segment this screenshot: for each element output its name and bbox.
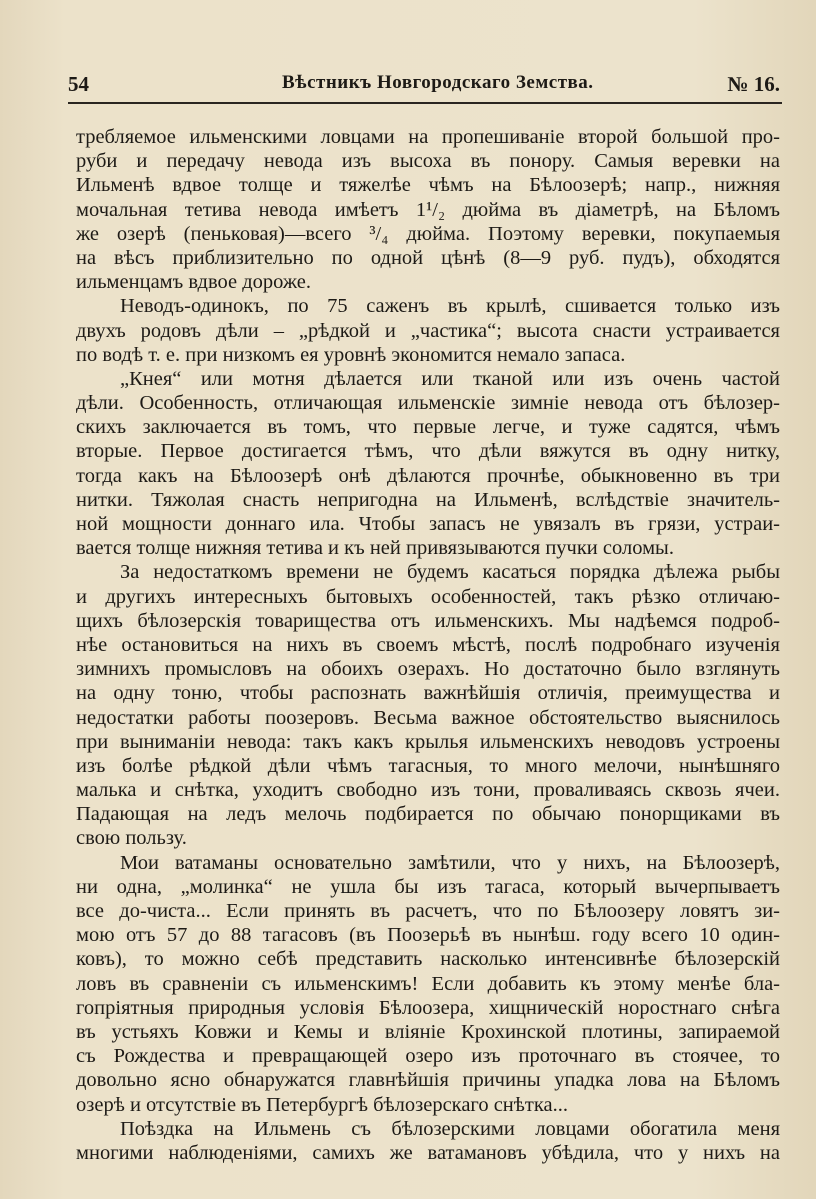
text-line: Неводъ-одинокъ, по 75 саженъ въ крылѣ, сшивается только изъ xyxy=(120,295,780,318)
text-line: по водѣ т. е. при низкомъ ея уровнѣ экономится немало запаса. xyxy=(76,343,626,366)
issue-number: № 16. xyxy=(727,72,780,96)
text-line: тогда какъ на Бѣлоозерѣ онѣ дѣлаются прочнѣе, обыкновенно въ три xyxy=(76,464,780,487)
text-line: ной мощности доннаго ила. Чтобы запасъ не увязалъ въ грязи, устраи- xyxy=(76,513,780,535)
text-line: вается толще нижняя тетива и къ ней привязываются пучки соломы. xyxy=(76,537,674,560)
text-line: За недостаткомъ времени не будемъ касаться порядка дѣлежа рыбы xyxy=(120,561,780,584)
text-line: мочальная тетива невода имѣетъ 1¹/₂ дюйма въ діаметрѣ, на Бѣломъ xyxy=(76,198,780,221)
text-line: нѣе остановиться на нихъ въ своемъ мѣстѣ, послѣ подробнаго изученія xyxy=(76,633,780,656)
text-line: „Кнея“ или мотня дѣлается или тканой или изъ очень частой xyxy=(120,367,780,390)
text-line: дѣли. Особенность, отличающая ильменскіе зимніе невода отъ бѣлозер- xyxy=(76,392,780,415)
text-line: довольно ясно обнаружатся главнѣйшія причины упадка лова на Бѣломъ xyxy=(76,1069,780,1092)
text-line: озерѣ и отсутствіе въ Петербургѣ бѣлозерскаго снѣтка... xyxy=(76,1093,568,1116)
running-header xyxy=(68,72,780,102)
text-line: зимнихъ промысловъ на обоихъ озерахъ. Но достаточно было взглянуть xyxy=(76,658,780,681)
text-line: мою отъ 57 до 88 тагасовъ (въ Поозерьѣ въ нынѣш. году всего 10 один- xyxy=(76,924,780,947)
text-line: вторые. Первое достигается тѣмъ, что дѣли вяжутся въ одну нитку, xyxy=(76,440,780,463)
text-line: ловъ въ сравненіи съ ильменскимъ! Если добавить къ этому менѣе бла- xyxy=(76,972,780,995)
text-line: требляемое ильменскими ловцами на пропешиваніе второй большой про- xyxy=(76,126,780,148)
text-line: ильменцамъ вдвое дороже. xyxy=(76,271,312,294)
text-line: при вынимaніи невода: такъ какъ крылья ильменскихъ неводовъ устроены xyxy=(76,730,780,753)
text-line: свою пользу. xyxy=(76,827,187,850)
text-line: щихъ бѣлозерскія товарищества отъ ильменскихъ. Мы надѣемся подроб- xyxy=(76,609,780,632)
text-line: ковъ), то можно себѣ представить насколько интенсивнѣе бѣлозерскій xyxy=(76,948,780,971)
text-line: Падающая на ледъ мелочь подбирается по обычаю понорщиками въ xyxy=(76,803,780,826)
text-line: на одну тоню, чтобы распознать важнѣйшія отличія, преимущества и xyxy=(76,682,780,705)
text-line: все до-чиста... Если принять въ расчетъ, что по Бѣлоозеру ловятъ зи- xyxy=(76,900,780,922)
text-line: ни одна, „молинка“ не ушла бы изъ тагаса, который вычерпываетъ xyxy=(76,875,780,898)
text-line: скихъ заключается въ томъ, что первые легче, и туже садятся, чѣмъ xyxy=(76,416,780,439)
text-line: руби и передачу невода изъ высоха въ понору. Самыя веревки на xyxy=(76,150,780,173)
page-number: 54 xyxy=(68,72,89,96)
text-line: и другихъ интересныхъ бытовыхъ особенностей, такъ рѣзко отличаю- xyxy=(76,585,780,608)
text-line: съ Рождества и превращающей озеро изъ проточнаго въ стоячее, то xyxy=(76,1045,780,1068)
body-text xyxy=(76,125,780,1165)
text-line: Ильменѣ вдвое толще и тяжелѣе чѣмъ на Бѣлоозерѣ; напр., нижняя xyxy=(76,174,780,197)
header-rule xyxy=(68,102,782,104)
text-line: гопріятныя природныя условія Бѣлоозера, хищническій норостнаго снѣга xyxy=(76,996,780,1019)
text-line: двухъ родовъ дѣли – „рѣдкой и „частика“; высота снасти устраивается xyxy=(76,319,780,342)
text-line: изъ болѣе рѣдкой дѣли чѣмъ тагасныя, то много мелочи, нынѣшняго xyxy=(76,754,780,777)
text-line: Поѣздка на Ильмень съ бѣлозерскими ловцами обогатила меня xyxy=(120,1117,780,1140)
text-line: въ устьяхъ Ковжи и Кемы и вліяніе Крохинской плотины, запираемой xyxy=(76,1020,780,1043)
text-line: многими наблюденіями, самихъ же ватамановъ убѣдила, что у нихъ на xyxy=(76,1141,780,1164)
text-line: Мои ватаманы основательно замѣтили, что у нихъ, на Бѣлоозерѣ, xyxy=(120,851,780,874)
text-line: же озерѣ (пеньковая)—всего ³/₄ дюйма. Поэтому веревки, покупаемыя xyxy=(76,222,780,245)
text-line: нитки. Тяжолая снасть непригодна на Ильменѣ, вслѣдствіе значитель- xyxy=(76,488,780,511)
text-line: на вѣсъ приблизительно по одной цѣнѣ (8—9 руб. пудъ), обходятся xyxy=(76,246,780,269)
text-line: недостатки работы поозеровъ. Весьма важное обстоятельство выяснилось xyxy=(76,706,780,729)
journal-title: Вѣстникъ Новгородскаго Земства. xyxy=(282,72,594,93)
text-line: малька и снѣтка, уходитъ свободно изъ тони, проваливаясь сквозь ячеи. xyxy=(76,779,780,802)
